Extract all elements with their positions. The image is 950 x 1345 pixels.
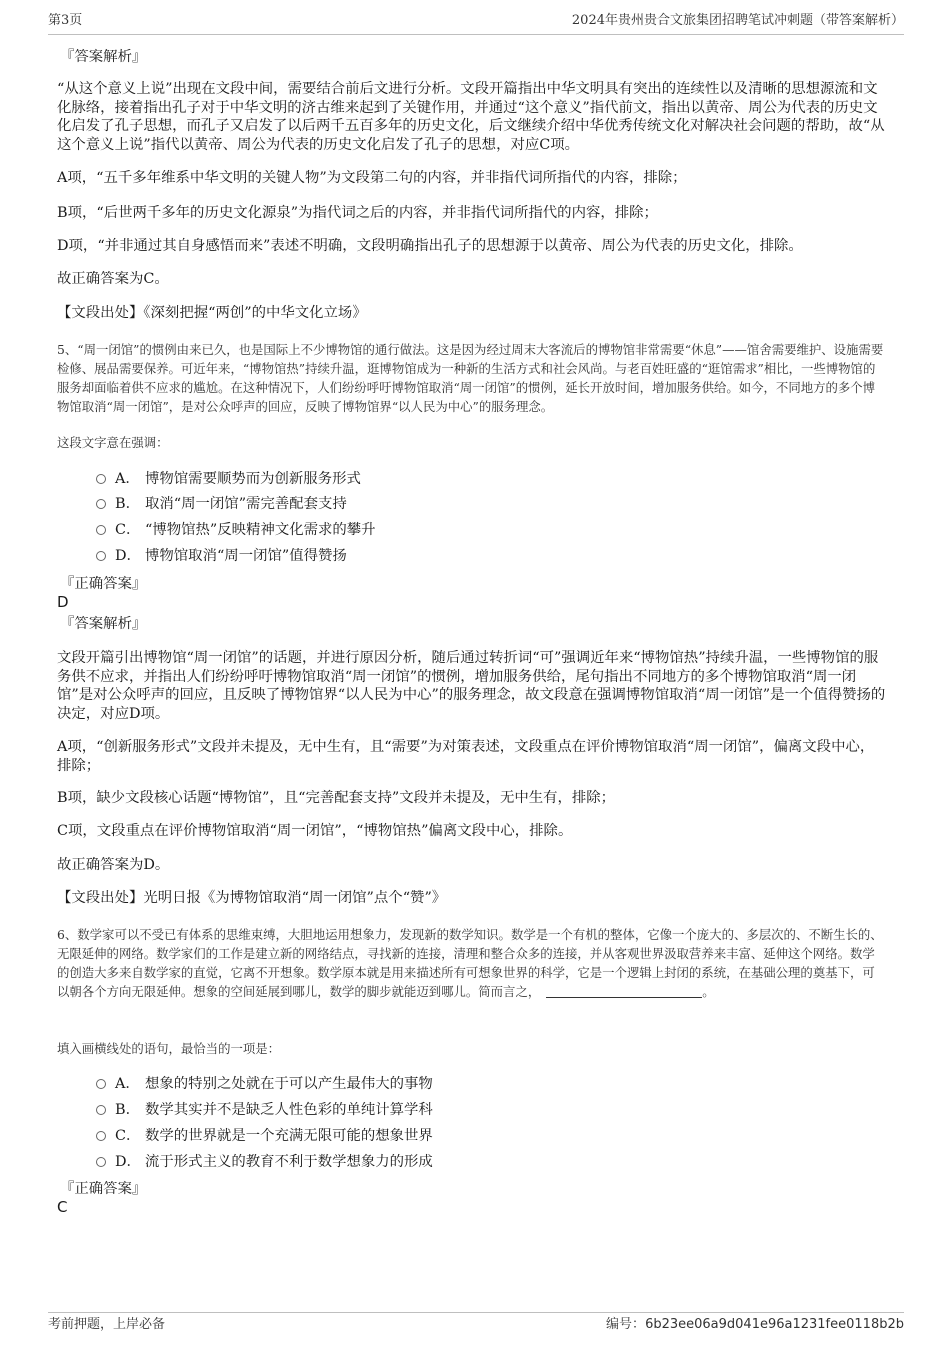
option-text: “博物馆热”反映精神文化需求的攀升 bbox=[145, 522, 376, 538]
option-letter: A． bbox=[115, 471, 140, 487]
q5-option-d[interactable] bbox=[96, 547, 347, 565]
radio-icon[interactable] bbox=[96, 1131, 106, 1141]
document-title: 2024年贵州贵合文旅集团招聘笔试冲刺题（带答案解析） bbox=[571, 13, 904, 28]
q4-analysis-label: 『答案解析』 bbox=[60, 49, 147, 65]
q5-passage: 5、“周一闭馆”的惯例由来已久，也是国际上不少博物馆的通行做法。这是因为经过周末大客流后的博物馆非常需要“休息”——馆舍需要维护、设施需要检修、展品需要保养。可近年来，“博物馆热”持续升温，逛博物馆成为一种新的生活方式和社会风尚。与老百姓旺盛的“逛馆需求”相比，一些博物馆的服务却面临着供不应求的尴尬。在这种情况下，人们纷纷呼吁博物馆取消“周一闭馆”的惯例，延长开放时间，增加服务供给。如今，不同地方的多个博物馆取消“周一闭馆”，是对公众呼声的回应，反映了博物馆界“以人民为中心”的服务理念。 bbox=[57, 342, 884, 414]
footer-serial bbox=[606, 1316, 904, 1334]
serial-value: 6b23ee06a9d041e96a1231fee0118b2b bbox=[645, 1317, 904, 1332]
option-text: 博物馆需要顺势而为创新服务形式 bbox=[145, 471, 361, 487]
radio-icon[interactable] bbox=[96, 1157, 106, 1167]
page-number: 第3页 bbox=[48, 13, 83, 28]
q6-option-d[interactable] bbox=[96, 1153, 433, 1171]
q6-option-b[interactable] bbox=[96, 1101, 433, 1119]
option-letter: D． bbox=[115, 1154, 141, 1170]
option-text: 数学的世界就是一个充满无限可能的想象世界 bbox=[145, 1128, 433, 1144]
radio-icon[interactable] bbox=[96, 474, 106, 484]
q5-option-a[interactable] bbox=[96, 470, 361, 488]
q6-passage-text: 6、数学家可以不受已有体系的思维束缚，大胆地运用想象力，发现新的数学知识。数学是一个有机的整体，它像一个庞大的、多层次的、不断生长的、无限延伸的网络。数学家们的工作是建立新的网络结点，寻找新的连接，清理和整合众多的连接，并从客观世界汲取营养来丰富、延伸这个网络。数学的创造大多来自数学家的直觉，它离不开想象。数学原本就是用来描述所有可想象世界的科学，它是一个逻辑上封闭的系统，在基础公理的奠基下，可以朝各个方向无限延伸。想象的空间延展到哪儿，数学的脚步就能迈到哪儿。简而言之， bbox=[57, 927, 883, 999]
radio-icon[interactable] bbox=[96, 1079, 106, 1089]
page-header bbox=[48, 12, 904, 35]
option-letter: B． bbox=[115, 496, 140, 512]
option-letter: A． bbox=[115, 1076, 140, 1092]
q5-prompt: 这段文字意在强调： bbox=[57, 435, 169, 450]
q4-source: 【文段出处】《深刻把握“两创”的中华文化立场》 bbox=[57, 305, 367, 321]
q6-passage bbox=[57, 925, 887, 1001]
option-letter: B． bbox=[115, 1102, 140, 1118]
q4-analysis: “从这个意义上说”出现在文段中间，需要结合前后文进行分析。文段开篇指出中华文明具有突出的连续性以及清晰的思想源流和文化脉络，接着指出孔子对于中华文明的济古维来起到了关键作用，并通过“这个意义”指代前文，指出以黄帝、周公为代表的历史文化启发了孔子思想，而孔子又启发了以后两千五百多年的历史文化，后文继续介绍中华优秀传统文化对解决社会问题的帮助，故“从这个意义上说”指代以黄帝、周公为代表的历史文化启发了孔子的思想，对应C项。 bbox=[57, 81, 885, 153]
radio-icon[interactable] bbox=[96, 1105, 106, 1115]
q4-note-d: D项，“并非通过其自身感悟而来”表述不明确，文段明确指出孔子的思想源于以黄帝、周公为代表的历史文化，排除。 bbox=[57, 238, 803, 254]
q6-answer: C bbox=[57, 1198, 68, 1216]
fill-blank-line bbox=[664, 985, 702, 998]
q5-answer-label: 『正确答案』 bbox=[60, 576, 147, 592]
option-letter: C． bbox=[115, 1128, 141, 1144]
serial-label: 编号： bbox=[606, 1317, 646, 1332]
option-text: 流于形式主义的教育不利于数学想象力的形成 bbox=[145, 1154, 433, 1170]
option-text: 想象的特别之处就在于可以产生最伟大的事物 bbox=[145, 1076, 433, 1092]
footer-slogan: 考前押题，上岸必备 bbox=[48, 1317, 166, 1332]
q5-analysis: 文段开篇引出博物馆“周一闭馆”的话题，并进行原因分析，随后通过转折词“可”强调近年来“博物馆热”持续升温，一些博物馆的服务供不应求，并指出人们纷纷呼吁博物馆取消“周一闭馆”的惯例，增加服务供给，尾句指出不同地方的多个博物馆取消“周一闭馆”是对公众呼声的回应，且反映了博物馆界“以人民为中心”的服务理念，故文段意在强调博物馆取消“周一闭馆”是一个值得赞扬的决定，对应D项。 bbox=[57, 650, 886, 722]
option-letter: C． bbox=[115, 522, 141, 538]
q5-analysis-label: 『答案解析』 bbox=[60, 616, 147, 632]
q5-note-a: A项，“创新服务形式”文段并未提及，无中生有，且“需要”为对策表述，文段重点在评价博物馆取消“周一闭馆”，偏离文段中心，排除； bbox=[57, 739, 875, 774]
option-text: 博物馆取消“周一闭馆”值得赞扬 bbox=[145, 548, 347, 564]
option-text: 取消“周一闭馆”需完善配套支持 bbox=[145, 496, 347, 512]
option-letter: D． bbox=[115, 548, 141, 564]
q4-note-b: B项，“后世两千多年的历史文化源泉”为指代词之后的内容，并非指代词所指代的内容，排除； bbox=[57, 205, 658, 221]
q5-note-c: C项，文段重点在评价博物馆取消“周一闭馆”，“博物馆热”偏离文段中心，排除。 bbox=[57, 823, 573, 839]
q4-note-a: A项，“五千多年维系中华文明的关键人物”为文段第二句的内容，并非指代词所指代的内容，排除； bbox=[57, 170, 687, 186]
q6-option-a[interactable] bbox=[96, 1075, 433, 1093]
radio-icon[interactable] bbox=[96, 551, 106, 561]
q5-option-c[interactable] bbox=[96, 521, 376, 539]
q6-answer-label: 『正确答案』 bbox=[60, 1181, 147, 1197]
radio-icon[interactable] bbox=[96, 499, 106, 509]
q5-note-b: B项，缺少文段核心话题“博物馆”，且“完善配套支持”文段并未提及，无中生有，排除； bbox=[57, 790, 616, 806]
page-footer bbox=[48, 1312, 904, 1335]
q5-option-b[interactable] bbox=[96, 495, 347, 513]
q6-passage-end: 。 bbox=[702, 984, 715, 999]
fill-blank-line bbox=[546, 985, 664, 998]
q4-conclusion: 故正确答案为C。 bbox=[57, 271, 169, 287]
q5-answer: D bbox=[57, 593, 69, 611]
q6-option-c[interactable] bbox=[96, 1127, 433, 1145]
q5-source: 【文段出处】光明日报《为博物馆取消“周一闭馆”点个“赞”》 bbox=[57, 890, 447, 906]
option-text: 数学其实并不是缺乏人性色彩的单纯计算学科 bbox=[145, 1102, 433, 1118]
q6-prompt: 填入画横线处的语句，最恰当的一项是： bbox=[57, 1041, 281, 1056]
q5-conclusion: 故正确答案为D。 bbox=[57, 857, 170, 873]
radio-icon[interactable] bbox=[96, 525, 106, 535]
